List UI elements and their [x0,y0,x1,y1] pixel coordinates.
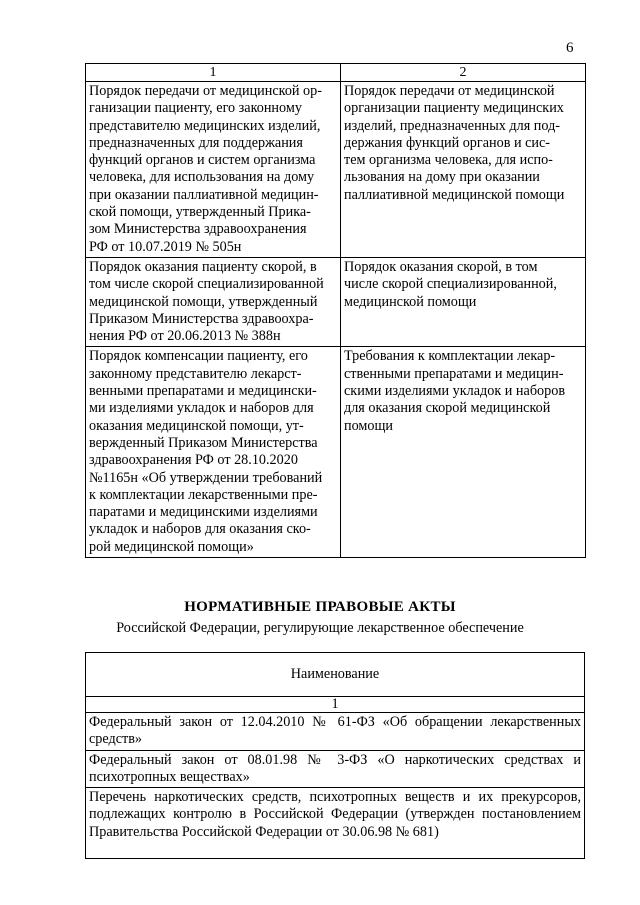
table-cell-document [86,347,341,558]
text-line: медицинской помощи, утвержденный [89,293,318,310]
legal-act-entry: Перечень наркотических средств, психотропных веществ и их прекурсоров, подлежащих контролю в Российской Федерации (утвержден постановлением Правительства Российской Федерации от 30.06.98 № 681) [86,788,585,859]
text-line: медицинской помощи [344,293,477,310]
text-line: законному представителю лекарст- [89,365,302,382]
text-line: том числе скорой специализированной [89,276,324,293]
table-cell-topic [341,347,586,558]
legal-act-entry: Федеральный закон от 12.04.2010 № 61-ФЗ «Об обращении лекарственных средств» [86,713,585,751]
column-number: 1 [86,697,585,713]
text-line: изделий, предназначенных для под- [344,117,561,134]
text-line: здравоохранения РФ от 28.10.2020 [89,452,298,469]
text-line: венными препаратами и медицински- [89,383,317,400]
text-line: человека, для использования на дому [89,169,315,186]
text-line: ганизации пациенту, его законному [89,100,302,117]
table-header-row [86,697,585,713]
table-cell-document [86,257,341,346]
medical-orders-table [85,63,586,558]
text-line: нения РФ от 20.06.2013 № 388н [89,328,281,345]
table-header-row [86,653,585,697]
text-line: тем организма человека, для испо- [344,152,553,169]
table-row [86,750,585,788]
text-line: укладок и наборов для оказания ско- [89,521,311,538]
text-line: льзования на дому при оказании [344,169,540,186]
text-line: для оказания скорой медицинской [344,400,551,417]
text-line: №1165н «Об утверждении требований [89,469,323,486]
table-row [86,257,586,346]
text-line: вержденный Приказом Министерства [89,434,318,451]
text-line: скими изделиями укладок и наборов [344,383,566,400]
text-line: паратами и медицинскими изделиями [89,504,318,521]
column-header-name: Наименование [86,653,585,697]
text-line: ми изделиями укладок и наборов для [89,400,314,417]
table-cell-document [86,82,341,258]
column-header-1: 1 [86,64,341,82]
legal-act-entry: Федеральный закон от 08.01.98 № 3-ФЗ «О наркотических средствах и психотропных веществах» [86,750,585,788]
text-line: помощи [344,417,394,434]
text-line: Приказом Министерства здравоохра- [89,310,314,327]
table-cell-topic [341,82,586,258]
text-line: рой медицинской помощи» [89,538,254,555]
text-line: при оказании паллиативной медицин- [89,186,319,203]
text-line: ской помощи, утвержденный Прика- [89,204,311,221]
text-line: Порядок передачи от медицинской ор- [89,83,322,99]
text-line: к комплектации лекарственными пре- [89,486,318,503]
text-line: Требования к комплектации лекар- [344,348,556,365]
table-header-row [86,64,586,82]
text-line: функций органов и систем организма [89,152,316,169]
column-header-2: 2 [341,64,586,82]
text-line: представителю медицинских изделий, [89,117,321,134]
text-line: предназначенных для поддержания [89,134,303,151]
table-cell-topic [341,257,586,346]
text-line: ственными препаратами и медицин- [344,365,564,382]
legal-acts-table [85,652,585,859]
section-title: НОРМАТИВНЫЕ ПРАВОВЫЕ АКТЫ [184,599,456,615]
text-line: Порядок передачи от медицинской [344,83,555,99]
text-line: Порядок оказания скорой, в том [344,258,538,275]
text-line: Порядок оказания пациенту скорой, в [89,258,317,275]
text-line: оказания медицинской помощи, ут- [89,417,304,434]
text-line: организации пациенту медицинских [344,100,564,117]
page-number: 6 [566,40,574,56]
table-row [86,713,585,751]
text-line: числе скорой специализированной, [344,276,557,293]
text-line: паллиативной медицинской помощи [344,186,565,203]
section-subtitle: Российской Федерации, регулирующие лекарственное обеспечение [116,620,524,636]
table-row [86,347,586,558]
text-line: РФ от 10.07.2019 № 505н [89,238,242,255]
text-line: зом Министерства здравоохранения [89,221,307,238]
text-line: держания функций органов и сис- [344,134,550,151]
table-row [86,82,586,258]
table-row [86,788,585,859]
text-line: Порядок компенсации пациенту, его [89,348,308,365]
